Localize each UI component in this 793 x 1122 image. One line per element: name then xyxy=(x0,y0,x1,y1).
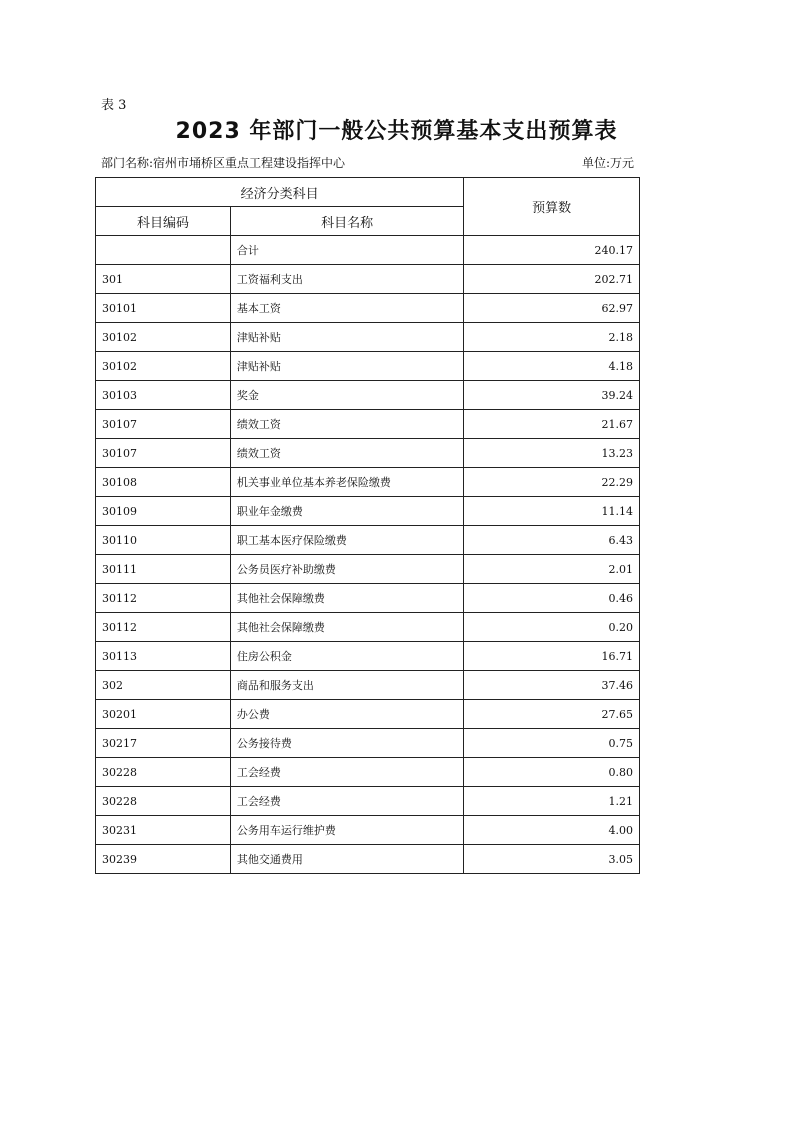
subject-name-cell: 其他交通费用 xyxy=(230,845,463,874)
table-row xyxy=(96,381,640,410)
subject-code-cell: 30228 xyxy=(96,758,231,787)
table-row xyxy=(96,352,640,381)
table-row xyxy=(96,323,640,352)
table-row xyxy=(96,845,640,874)
subject-name-cell: 津贴补贴 xyxy=(230,352,463,381)
table-row xyxy=(96,758,640,787)
subject-name-cell: 公务用车运行维护费 xyxy=(230,816,463,845)
table-row xyxy=(96,642,640,671)
budget-amount-cell: 11.14 xyxy=(464,497,640,526)
subject-name-cell: 其他社会保障缴费 xyxy=(230,613,463,642)
table-row xyxy=(96,700,640,729)
subject-code-cell: 30103 xyxy=(96,381,231,410)
table-row xyxy=(96,468,640,497)
budget-amount-cell: 2.01 xyxy=(464,555,640,584)
budget-amount-cell: 4.18 xyxy=(464,352,640,381)
subject-name-cell: 其他社会保障缴费 xyxy=(230,584,463,613)
subject-code-cell: 30228 xyxy=(96,787,231,816)
subject-code-cell: 30102 xyxy=(96,323,231,352)
subject-name-cell: 公务接待费 xyxy=(230,729,463,758)
table-row xyxy=(96,555,640,584)
table-row xyxy=(96,497,640,526)
table-body xyxy=(96,236,640,874)
subject-name-cell: 商品和服务支出 xyxy=(230,671,463,700)
budget-amount-cell: 13.23 xyxy=(464,439,640,468)
subject-code-cell: 30231 xyxy=(96,816,231,845)
budget-amount-cell: 0.20 xyxy=(464,613,640,642)
subject-code-cell: 30112 xyxy=(96,584,231,613)
subject-code-cell: 30217 xyxy=(96,729,231,758)
budget-amount-cell: 3.05 xyxy=(464,845,640,874)
subject-code-cell: 30107 xyxy=(96,439,231,468)
subject-code-cell: 30113 xyxy=(96,642,231,671)
subject-name-cell: 津贴补贴 xyxy=(230,323,463,352)
subject-name-cell: 基本工资 xyxy=(230,294,463,323)
table-row xyxy=(96,410,640,439)
budget-amount-cell: 4.00 xyxy=(464,816,640,845)
economic-category-header: 经济分类科目 xyxy=(96,178,464,207)
subject-code-cell: 30109 xyxy=(96,497,231,526)
subject-code-cell: 30101 xyxy=(96,294,231,323)
subject-name-cell: 工会经费 xyxy=(230,787,463,816)
subject-code-cell xyxy=(96,236,231,265)
table-row xyxy=(96,787,640,816)
subject-code-cell: 30111 xyxy=(96,555,231,584)
budget-amount-cell: 0.80 xyxy=(464,758,640,787)
subject-name-cell: 工会经费 xyxy=(230,758,463,787)
subject-name-cell: 工资福利支出 xyxy=(230,265,463,294)
subject-code-cell: 30102 xyxy=(96,352,231,381)
budget-amount-cell: 1.21 xyxy=(464,787,640,816)
table-row xyxy=(96,671,640,700)
subject-name-cell: 办公费 xyxy=(230,700,463,729)
subject-code-cell: 30110 xyxy=(96,526,231,555)
subject-code-cell: 302 xyxy=(96,671,231,700)
budget-table xyxy=(95,177,640,874)
subject-name-cell: 绩效工资 xyxy=(230,410,463,439)
subject-name-header: 科目名称 xyxy=(230,207,463,236)
budget-amount-cell: 39.24 xyxy=(464,381,640,410)
unit-label: 单位:万元 xyxy=(581,156,634,170)
subject-name-cell: 绩效工资 xyxy=(230,439,463,468)
budget-amount-cell: 0.75 xyxy=(464,729,640,758)
table-row xyxy=(96,526,640,555)
subject-name-cell: 公务员医疗补助缴费 xyxy=(230,555,463,584)
subject-name-cell: 住房公积金 xyxy=(230,642,463,671)
budget-amount-cell: 240.17 xyxy=(464,236,640,265)
budget-amount-cell: 21.67 xyxy=(464,410,640,439)
table-row xyxy=(96,236,640,265)
subject-code-cell: 30201 xyxy=(96,700,231,729)
budget-amount-cell: 27.65 xyxy=(464,700,640,729)
budget-amount-cell: 6.43 xyxy=(464,526,640,555)
subject-code-cell: 30112 xyxy=(96,613,231,642)
table-row xyxy=(96,265,640,294)
table-row xyxy=(96,294,640,323)
subject-name-cell: 合计 xyxy=(230,236,463,265)
budget-amount-cell: 0.46 xyxy=(464,584,640,613)
budget-amount-cell: 2.18 xyxy=(464,323,640,352)
subject-code-cell: 30107 xyxy=(96,410,231,439)
subject-name-cell: 机关事业单位基本养老保险缴费 xyxy=(230,468,463,497)
page-title: 2023 年部门一般公共预算基本支出预算表 xyxy=(175,119,618,144)
budget-amount-cell: 37.46 xyxy=(464,671,640,700)
budget-amount-cell: 62.97 xyxy=(464,294,640,323)
table-row xyxy=(96,439,640,468)
table-row xyxy=(96,584,640,613)
subject-code-cell: 30239 xyxy=(96,845,231,874)
department-label: 部门名称:宿州市埇桥区重点工程建设指挥中心 xyxy=(101,156,346,170)
table-number-label: 表 3 xyxy=(101,98,127,113)
subject-name-cell: 职工基本医疗保险缴费 xyxy=(230,526,463,555)
table-row xyxy=(96,613,640,642)
table-row xyxy=(96,729,640,758)
subject-code-cell: 30108 xyxy=(96,468,231,497)
budget-amount-cell: 22.29 xyxy=(464,468,640,497)
subject-name-cell: 职业年金缴费 xyxy=(230,497,463,526)
budget-amount-header: 预算数 xyxy=(464,178,640,236)
subject-code-cell: 301 xyxy=(96,265,231,294)
budget-amount-cell: 202.71 xyxy=(464,265,640,294)
subject-code-header: 科目编码 xyxy=(96,207,231,236)
subject-name-cell: 奖金 xyxy=(230,381,463,410)
budget-amount-cell: 16.71 xyxy=(464,642,640,671)
table-row xyxy=(96,816,640,845)
